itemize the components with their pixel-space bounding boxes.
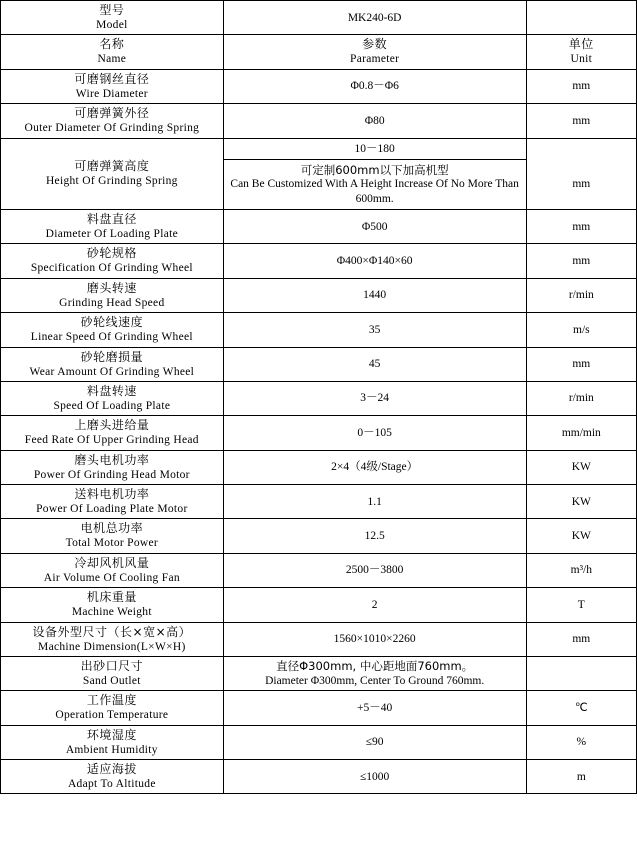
- row-label-cn: 送料电机功率: [74, 487, 150, 501]
- row-value-note: [224, 160, 526, 209]
- row-label-cn: 砂轮线速度: [80, 315, 144, 330]
- row-unit: %: [526, 725, 636, 759]
- row-value: 45: [223, 347, 526, 381]
- row-value-cn: 直径Φ300mm, 中心距地面760mm。: [276, 659, 474, 674]
- row-value: ≤1000: [223, 760, 526, 794]
- specification-table-body: [1, 1, 637, 794]
- row-value: 2500－3800: [223, 553, 526, 587]
- column-header-unit-cn: 单位: [568, 37, 594, 52]
- table-row: [1, 381, 637, 415]
- row-unit: m³/h: [526, 553, 636, 587]
- row-unit: KW: [526, 450, 636, 484]
- table-row-model: [1, 1, 637, 35]
- row-label-en: Linear Speed Of Grinding Wheel: [30, 331, 193, 344]
- row-value: 35: [223, 313, 526, 347]
- row-value: [223, 138, 526, 210]
- row-unit: mm: [526, 622, 636, 656]
- row-value: 2×4（4级/Stage）: [223, 450, 526, 484]
- row-value: 2: [223, 588, 526, 622]
- table-row: [1, 210, 637, 244]
- row-unit: mm: [526, 69, 636, 103]
- column-header-unit: [526, 35, 636, 69]
- row-unit: mm/min: [526, 416, 636, 450]
- row-unit: ℃: [526, 691, 636, 725]
- row-value: 1440: [223, 278, 526, 312]
- row-label-en: Air Volume Of Cooling Fan: [43, 571, 180, 584]
- row-label-en: Machine Dimension(L×W×H): [38, 640, 186, 653]
- row-label-en: Specification Of Grinding Wheel: [30, 262, 193, 275]
- column-header-parameter: [223, 35, 526, 69]
- row-label-en: Wear Amount Of Grinding Wheel: [29, 365, 195, 378]
- row-label: [1, 725, 224, 759]
- row-label-cn: 可磨弹簧外径: [74, 106, 150, 121]
- row-label-en: Operation Temperature: [55, 709, 169, 722]
- row-label: [1, 656, 224, 690]
- row-label-en: Adapt To Altitude: [67, 778, 156, 790]
- row-label-cn: 电机总功率: [80, 521, 144, 536]
- row-label: [1, 553, 224, 587]
- row-label: [1, 104, 224, 138]
- row-label-cn: 料盘直径: [86, 212, 137, 226]
- row-unit: mm: [526, 210, 636, 244]
- row-value-note-cn: 可定制600mm以下加高机型: [300, 162, 449, 177]
- table-row: [1, 656, 637, 690]
- row-unit: mm: [526, 347, 636, 381]
- row-label: [1, 381, 224, 415]
- row-label: [1, 622, 224, 656]
- table-row: [1, 138, 637, 210]
- row-label: [1, 69, 224, 103]
- row-label-cn: 设备外型尺寸（长×宽×高）: [32, 624, 192, 639]
- row-label: [1, 450, 224, 484]
- row-unit: m/s: [526, 313, 636, 347]
- row-label-en: Wire Diameter: [75, 87, 148, 100]
- column-header-name-en: Name: [97, 53, 127, 66]
- column-header-parameter-cn: 参数: [362, 37, 388, 52]
- table-row: [1, 69, 637, 103]
- row-label-cn: 砂轮规格: [86, 246, 137, 261]
- table-row: [1, 725, 637, 759]
- row-value: Φ0.8－Φ6: [223, 69, 526, 103]
- row-label-cn: 磨头电机功率: [74, 452, 150, 467]
- column-header-name: [1, 35, 224, 69]
- row-value: ≤90: [223, 725, 526, 759]
- row-unit-model: [526, 1, 636, 35]
- row-unit: KW: [526, 485, 636, 519]
- row-label-en: Power Of Grinding Head Motor: [33, 468, 190, 481]
- table-row: [1, 244, 637, 278]
- row-unit: KW: [526, 519, 636, 553]
- row-label-cn: 环境湿度: [86, 727, 137, 742]
- row-value: 3－24: [223, 381, 526, 415]
- row-label-en: Grinding Head Speed: [59, 296, 165, 309]
- row-label-en: Model: [96, 19, 128, 31]
- row-label-cn: 可磨钢丝直径: [74, 71, 150, 86]
- row-label-cn: 适应海拔: [86, 762, 137, 776]
- table-row: [1, 691, 637, 725]
- row-label-cn: 可磨弹簧高度: [74, 159, 150, 174]
- table-row: [1, 622, 637, 656]
- table-row: [1, 760, 637, 794]
- row-label-cn: 机床重量: [86, 590, 137, 605]
- row-label: [1, 519, 224, 553]
- row-label: [1, 347, 224, 381]
- row-label: [1, 138, 224, 210]
- row-label: [1, 278, 224, 312]
- row-value-note-en: Can Be Customized With A Height Increase Of No More Than 600mm.: [230, 178, 519, 205]
- row-label-cn: 料盘转速: [86, 383, 137, 398]
- row-label-cn: 冷却风机风量: [74, 555, 150, 570]
- row-label-en: Speed Of Loading Plate: [53, 399, 171, 412]
- table-header-row: [1, 35, 637, 69]
- row-label-cn: 工作温度: [86, 693, 137, 708]
- row-label: [1, 244, 224, 278]
- column-header-unit-en: Unit: [570, 53, 593, 66]
- row-label: [1, 485, 224, 519]
- row-label-cn: 上磨头进给量: [74, 418, 150, 433]
- row-unit: r/min: [526, 381, 636, 415]
- row-value-en: Diameter Φ300mm, Center To Ground 760mm.: [265, 674, 485, 687]
- row-value: Φ400×Φ140×60: [223, 244, 526, 278]
- row-unit: [526, 138, 636, 210]
- row-label: [1, 210, 224, 244]
- column-header-name-cn: 名称: [99, 37, 125, 52]
- row-label-en: Feed Rate Of Upper Grinding Head: [24, 434, 199, 447]
- table-row: [1, 104, 637, 138]
- row-unit: m: [526, 760, 636, 794]
- column-header-parameter-en: Parameter: [350, 53, 400, 66]
- row-label-cn: 出砂口尺寸: [80, 658, 144, 673]
- row-unit-value: mm: [572, 178, 591, 191]
- row-label-en: Ambient Humidity: [65, 743, 158, 756]
- row-label-cn: 型号: [99, 3, 125, 17]
- row-unit: r/min: [526, 278, 636, 312]
- table-row: [1, 553, 637, 587]
- row-value: 1.1: [223, 485, 526, 519]
- row-unit: mm: [526, 104, 636, 138]
- table-row: [1, 347, 637, 381]
- table-row: [1, 588, 637, 622]
- row-label: [1, 416, 224, 450]
- row-label-en: Diameter Of Loading Plate: [45, 228, 179, 240]
- row-label: [1, 760, 224, 794]
- row-label: [1, 588, 224, 622]
- row-value: +5－40: [223, 691, 526, 725]
- row-label-en: Sand Outlet: [82, 674, 141, 687]
- row-value: 12.5: [223, 519, 526, 553]
- row-value: Φ500: [223, 210, 526, 244]
- row-label-en: Height Of Grinding Spring: [45, 175, 178, 188]
- row-label: [1, 691, 224, 725]
- table-row: [1, 519, 637, 553]
- row-label-cn: 磨头转速: [86, 280, 137, 295]
- row-label-model: [1, 1, 224, 35]
- row-value: [223, 656, 526, 690]
- row-unit: T: [526, 588, 636, 622]
- row-label-cn: 砂轮磨损量: [80, 349, 144, 364]
- row-label-en: Outer Diameter Of Grinding Spring: [24, 122, 200, 135]
- row-value: Φ80: [223, 104, 526, 138]
- row-label-en: Power Of Loading Plate Motor: [36, 503, 188, 515]
- row-unit: mm: [526, 244, 636, 278]
- row-label-en: Total Motor Power: [65, 537, 159, 550]
- row-value-primary: 10－180: [224, 139, 526, 160]
- row-value-model: MK240-6D: [223, 1, 526, 35]
- row-value: 0－105: [223, 416, 526, 450]
- row-label-en: Machine Weight: [71, 606, 152, 619]
- table-row: [1, 416, 637, 450]
- row-label: [1, 313, 224, 347]
- table-row: [1, 313, 637, 347]
- row-value: 1560×1010×2260: [223, 622, 526, 656]
- table-row: [1, 278, 637, 312]
- table-row: [1, 450, 637, 484]
- table-row: [1, 485, 637, 519]
- row-unit: [526, 656, 636, 690]
